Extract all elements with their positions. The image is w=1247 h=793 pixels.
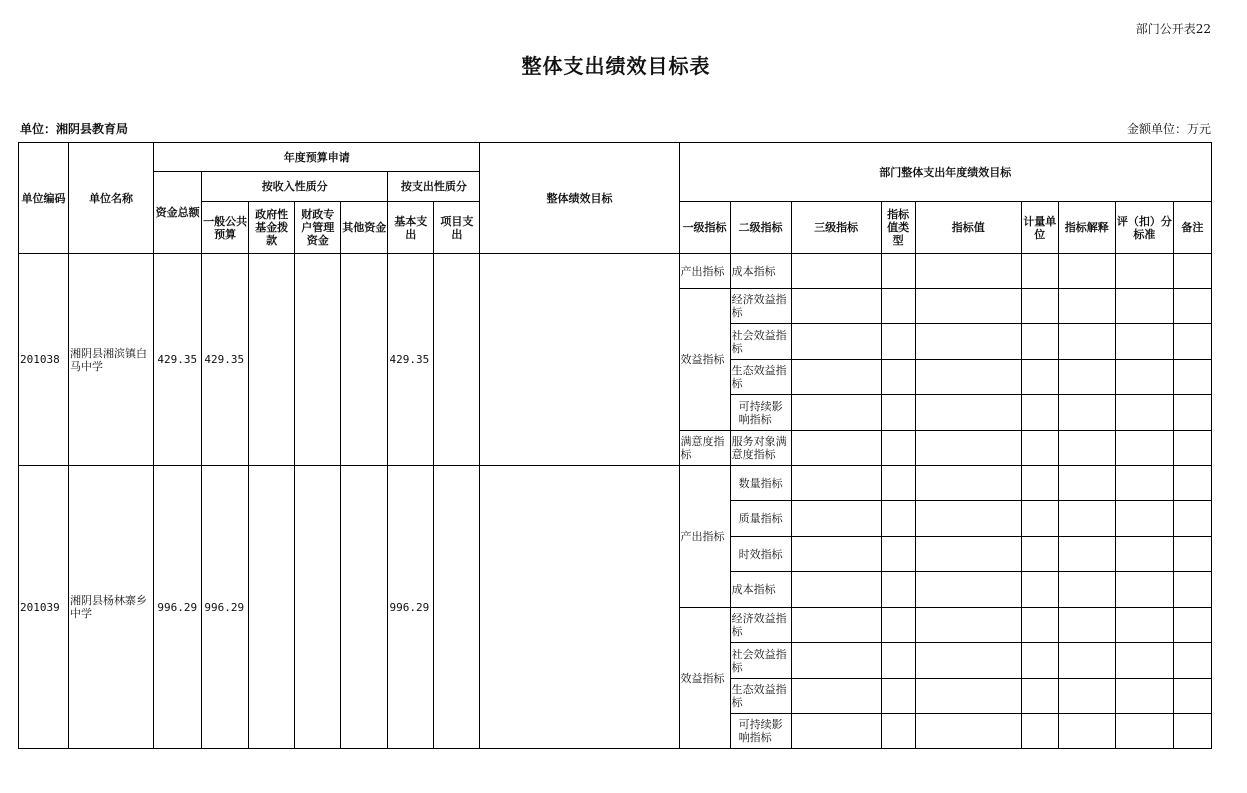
header-level3: 三级指标 — [791, 202, 881, 254]
level2-cell: 社会效益指标 — [730, 324, 791, 360]
header-scoring: 评（扣）分标准 — [1115, 202, 1173, 254]
header-value: 指标值 — [915, 202, 1021, 254]
header-gov-fund: 政府性基金拨款 — [249, 202, 295, 254]
unit-name-cell: 湘阴县杨林寨乡中学 — [69, 466, 154, 749]
gov-fund-cell — [249, 254, 295, 466]
header-by-expense: 按支出性质分 — [388, 172, 480, 202]
level2-cell: 质量指标 — [730, 501, 791, 537]
level2-cell: 生态效益指标 — [730, 679, 791, 714]
header-value-type: 指标值类型 — [881, 202, 915, 254]
level2-cell: 时效指标 — [730, 537, 791, 572]
other-funds-cell — [341, 466, 388, 749]
level1-cell: 产出指标 — [679, 254, 730, 289]
level2-cell: 服务对象满意度指标 — [730, 431, 791, 466]
table-number: 部门公开表22 — [1135, 22, 1211, 36]
basic-expense-cell: 996.29 — [388, 466, 434, 749]
level1-cell: 效益指标 — [679, 608, 730, 749]
header-level2: 二级指标 — [730, 202, 791, 254]
header-unit-measure: 计量单位 — [1021, 202, 1058, 254]
level2-cell: 可持续影响指标 — [730, 714, 791, 749]
level2-cell: 社会效益指标 — [730, 643, 791, 679]
header-fiscal-special: 财政专户管理资金 — [295, 202, 341, 254]
header-level1: 一级指标 — [679, 202, 730, 254]
amount-unit: 金额单位：万元 — [1126, 122, 1211, 136]
level2-cell: 成本指标 — [730, 572, 791, 608]
other-funds-cell — [341, 254, 388, 466]
unit-code-cell: 201039 — [19, 466, 69, 749]
reporting-unit: 单位：湘阴县教育局 — [20, 122, 129, 136]
level2-cell: 成本指标 — [730, 254, 791, 289]
header-basic-expense: 基本支出 — [388, 202, 434, 254]
unit-code-cell: 201038 — [19, 254, 69, 466]
total-funds-cell: 429.35 — [154, 254, 202, 466]
header-other-funds: 其他资金 — [341, 202, 388, 254]
basic-expense-cell: 429.35 — [388, 254, 434, 466]
header-dept-goal: 部门整体支出年度绩效目标 — [679, 143, 1211, 202]
project-expense-cell — [434, 254, 480, 466]
header-overall-goal: 整体绩效目标 — [480, 143, 679, 254]
table-row — [19, 466, 1212, 501]
unit-name-cell: 湘阴县湘滨镇白马中学 — [69, 254, 154, 466]
general-public-cell: 996.29 — [202, 466, 249, 749]
header-unit-name: 单位名称 — [69, 143, 154, 254]
header-annual-budget: 年度预算申请 — [154, 143, 480, 172]
level1-cell: 效益指标 — [679, 289, 730, 431]
overall-goal-cell — [480, 254, 679, 466]
level2-cell: 可持续影响指标 — [730, 395, 791, 431]
header-remarks: 备注 — [1173, 202, 1211, 254]
level2-cell: 数量指标 — [730, 466, 791, 501]
header-project-expense: 项目支出 — [434, 202, 480, 254]
overall-goal-cell — [480, 466, 679, 749]
fiscal-special-cell — [295, 466, 341, 749]
level1-cell: 产出指标 — [679, 466, 730, 608]
gov-fund-cell — [249, 466, 295, 749]
header-total-funds: 资金总额 — [154, 172, 202, 254]
table-row — [19, 254, 1212, 289]
level2-cell: 经济效益指标 — [730, 289, 791, 324]
project-expense-cell — [434, 466, 480, 749]
general-public-cell: 429.35 — [202, 254, 249, 466]
performance-table — [18, 142, 1212, 749]
level2-cell: 经济效益指标 — [730, 608, 791, 643]
page-title: 整体支出绩效目标表 — [521, 54, 711, 78]
level1-cell: 满意度指标 — [679, 431, 730, 466]
fiscal-special-cell — [295, 254, 341, 466]
header-explain: 指标解释 — [1058, 202, 1115, 254]
level2-cell: 生态效益指标 — [730, 360, 791, 395]
total-funds-cell: 996.29 — [154, 466, 202, 749]
header-general-public: 一般公共预算 — [202, 202, 249, 254]
header-unit-code: 单位编码 — [19, 143, 69, 254]
header-by-income: 按收入性质分 — [202, 172, 388, 202]
